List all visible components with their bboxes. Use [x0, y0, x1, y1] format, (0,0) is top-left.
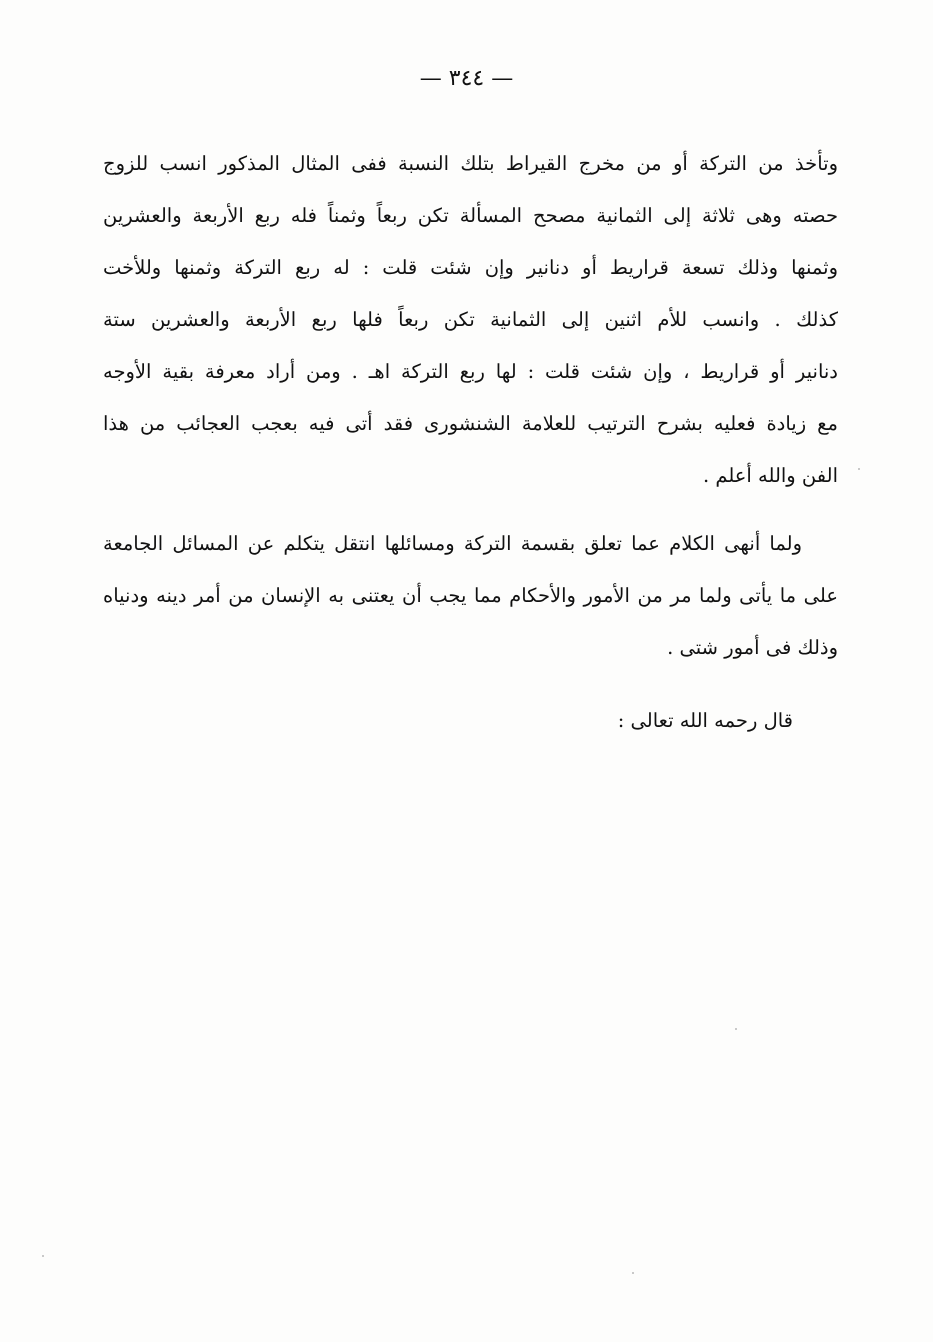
scan-speck	[858, 468, 860, 470]
text-line: مع زيادة فعليه بشرح الترتيب للعلامة الشنشورى فقد أتى فيه بعجب العجائب من هذا	[103, 412, 838, 435]
scan-speck	[735, 1028, 737, 1030]
paragraph-1	[103, 138, 838, 502]
paragraph-2	[103, 518, 838, 674]
text-line: ولما أنهى الكلام عما تعلق بقسمة التركة ومسائلها انتقل يتكلم عن المسائل الجامعة	[103, 532, 802, 555]
text-line: وذلك فى أمور شتى .	[667, 636, 838, 659]
text-line: وتأخذ من التركة أو من مخرج القيراط بتلك النسبة ففى المثال المذكور انسب للزوج	[103, 152, 838, 175]
scan-speck	[42, 1255, 44, 1257]
text-line: كذلك . وانسب للأم اثنين إلى الثمانية تكن ربعاً فلها ربع الأربعة والعشرين ستة	[103, 308, 838, 331]
text-line: على ما يأتى ولما مر من الأمور والأحكام مما يجب أن يعتنى به الإنسان من أمر دينه ودنياه	[103, 584, 838, 607]
text-line: الفن والله أعلم .	[702, 464, 838, 487]
scan-speck	[632, 1272, 634, 1274]
page-number: — ٣٤٤ —	[419, 66, 514, 91]
text-line: حصته وهى ثلاثة إلى الثمانية مصحح المسألة تكن ربعاً وثمناً فله ربع الأربعة والعشرين	[103, 204, 838, 227]
closing-line: قال رحمه الله تعالى :	[617, 709, 793, 732]
text-line: دنانير أو قراريط ، وإن شئت قلت : لها ربع التركة اهـ . ومن أراد معرفة بقية الأوجه	[103, 360, 838, 383]
text-line: وثمنها وذلك تسعة قراريط أو دنانير وإن شئت قلت : له ربع التركة وثمنها وللأخت	[103, 256, 838, 279]
